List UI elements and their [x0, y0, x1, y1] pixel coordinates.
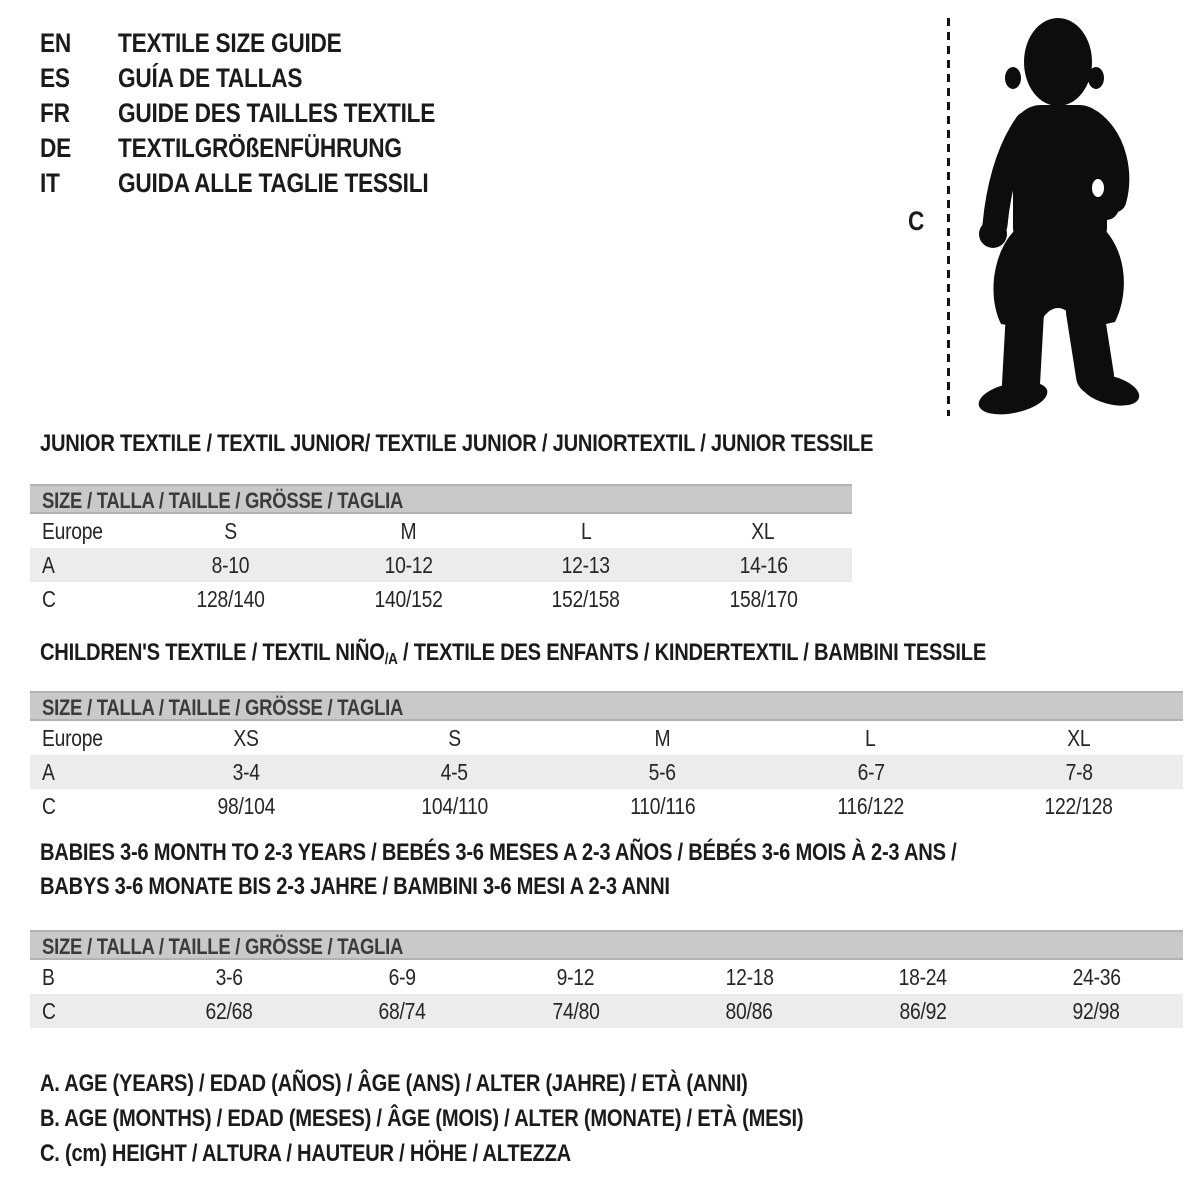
row-label: C [42, 585, 56, 612]
guide-title-fr: GUIDE DES TAILLES TEXTILE [118, 98, 436, 128]
children-size-header-bar: SIZE / TALLA / TAILLE / GRÖSSE / TAGLIA [30, 691, 1183, 721]
junior-section-title: JUNIOR TEXTILE / TEXTIL JUNIOR/ TEXTILE JUNIOR / JUNIORTEXTIL / JUNIOR TESSILE [40, 430, 874, 457]
table-cell: XS [233, 724, 259, 751]
guide-title-it: GUIDA ALLE TAGLIE TESSILI [118, 168, 429, 198]
table-cell: 158/170 [729, 585, 798, 612]
table-cell: 74/80 [552, 997, 600, 1024]
table-row-age-months [30, 960, 1183, 994]
table-cell: 18-24 [898, 963, 947, 990]
table-cell: 6-7 [857, 758, 885, 785]
babies-size-header-bar: SIZE / TALLA / TAILLE / GRÖSSE / TAGLIA [30, 930, 1183, 960]
row-label: C [42, 792, 56, 819]
babies-section-title: BABIES 3-6 MONTH TO 2-3 YEARS / BEBÉS 3-6 MESES A 2-3 AÑOS / BÉBÉS 3-6 MOIS À 2-3 ANS / BABYS 3-6 MONATE BIS 2-3 JAHRE / BAMBINI 3-6 MESI A 2-3 ANNI [40, 839, 957, 900]
table-row-europe [30, 721, 1183, 755]
legend-line-a: A. AGE (YEARS) / EDAD (AÑOS) / ÂGE (ANS) / ALTER (JAHRE) / ETÀ (ANNI) [40, 1070, 748, 1097]
table-cell: 9-12 [556, 963, 595, 990]
guide-title-es: GUÍA DE TALLAS [118, 63, 303, 93]
language-row-de [40, 131, 496, 166]
row-label: A [42, 551, 55, 578]
table-cell: 152/158 [551, 585, 620, 612]
measure-c-label: C [908, 206, 925, 236]
table-cell: 10-12 [384, 551, 433, 578]
table-cell: S [224, 517, 238, 544]
junior-size-table [30, 484, 852, 616]
table-cell: 116/122 [837, 792, 905, 819]
table-cell: L [865, 724, 876, 751]
table-cell: 140/152 [374, 585, 443, 612]
row-label: Europe [42, 724, 103, 751]
height-measure-figure [900, 0, 1200, 430]
table-cell: 104/110 [420, 792, 488, 819]
guide-title-de: TEXTILGRÖßENFÜHRUNG [118, 133, 402, 163]
table-cell: 5-6 [648, 758, 677, 785]
table-row-age [30, 548, 852, 582]
table-cell: 98/104 [217, 792, 275, 819]
table-cell: 3-6 [215, 963, 243, 990]
table-cell: 7-8 [1065, 758, 1093, 785]
table-cell: 6-9 [388, 963, 416, 990]
table-cell: 4-5 [440, 758, 468, 785]
table-row-height [30, 789, 1183, 823]
height-measure-dashed-line [947, 18, 950, 416]
babies-size-table [30, 930, 1183, 1028]
table-cell: M [400, 517, 417, 544]
language-code: IT [40, 168, 60, 198]
table-row-age [30, 755, 1183, 789]
table-cell: 86/92 [899, 997, 947, 1024]
legend-line-b: B. AGE (MONTHS) / EDAD (MESES) / ÂGE (MOIS) / ALTER (MONATE) / ETÀ (MESI) [40, 1105, 804, 1132]
language-row-es [40, 61, 496, 96]
table-cell: 12-18 [725, 963, 774, 990]
guide-title-en: TEXTILE SIZE GUIDE [118, 28, 342, 58]
table-cell: 8-10 [211, 551, 250, 578]
table-cell: S [447, 724, 461, 751]
junior-size-header-bar: SIZE / TALLA / TAILLE / GRÖSSE / TAGLIA [30, 484, 852, 514]
table-cell: 122/128 [1044, 792, 1113, 819]
language-title-block [40, 26, 496, 201]
table-cell: 14-16 [739, 551, 788, 578]
language-row-en [40, 26, 496, 61]
row-label: C [42, 997, 56, 1024]
language-code: ES [40, 63, 70, 93]
children-size-table [30, 691, 1183, 823]
table-cell: 80/86 [725, 997, 773, 1024]
baby-silhouette [965, 12, 1145, 422]
language-code: EN [40, 28, 72, 58]
language-code: DE [40, 133, 72, 163]
table-cell: 110/116 [629, 792, 696, 819]
table-row-height [30, 994, 1183, 1028]
table-cell: L [580, 517, 591, 544]
language-row-it [40, 166, 496, 201]
language-row-fr [40, 96, 496, 131]
table-cell: XL [751, 517, 775, 544]
table-row-height [30, 582, 852, 616]
measurement-legend [40, 1066, 949, 1171]
children-section-title: CHILDREN'S TEXTILE / TEXTIL NIÑO/A / TEXTILE DES ENFANTS / KINDERTEXTIL / BAMBINI TESSILE [40, 639, 987, 668]
table-cell: 128/140 [196, 585, 265, 612]
table-cell: 3-4 [232, 758, 260, 785]
row-label: Europe [42, 517, 103, 544]
row-label: A [42, 758, 55, 785]
table-cell: M [654, 724, 671, 751]
table-cell: XL [1067, 724, 1091, 751]
table-cell: 12-13 [561, 551, 610, 578]
table-row-europe [30, 514, 852, 548]
table-cell: 62/68 [205, 997, 253, 1024]
table-cell: 24-36 [1072, 963, 1121, 990]
legend-line-c: C. (cm) HEIGHT / ALTURA / HAUTEUR / HÖHE / ALTEZZA [40, 1140, 571, 1167]
table-cell: 92/98 [1072, 997, 1120, 1024]
title-subscript: /A [384, 651, 398, 668]
language-code: FR [40, 98, 70, 128]
table-cell: 68/74 [378, 997, 426, 1024]
row-label: B [42, 963, 55, 990]
